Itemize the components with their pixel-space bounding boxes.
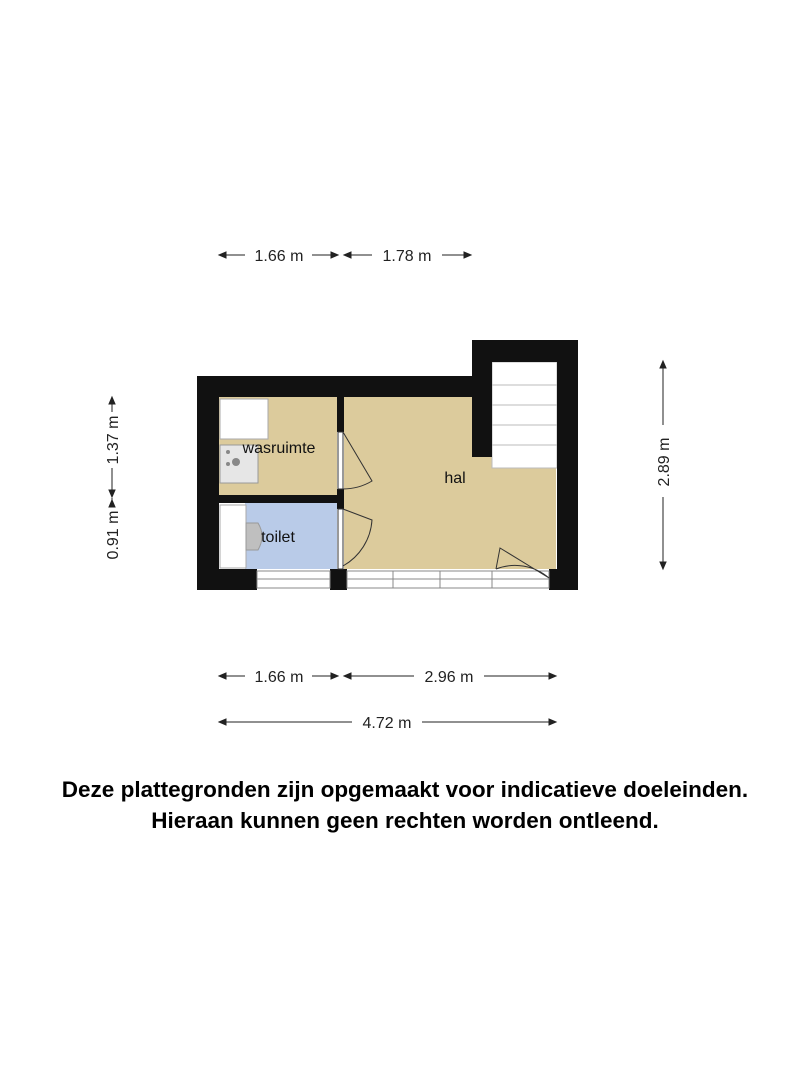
dim-left-lower: 0.91 m <box>105 510 122 560</box>
room-label-toilet: toilet <box>261 529 295 546</box>
dim-bottom-right: 2.96 m <box>424 669 474 686</box>
windows <box>257 571 549 588</box>
disclaimer-line-2: Hieraan kunnen geen rechten worden ontleend. <box>151 808 659 833</box>
dim-bottom-left: 1.66 m <box>254 669 304 686</box>
dim-left-upper: 1.37 m <box>105 415 122 465</box>
dim-top-right: 1.78 m <box>382 248 432 265</box>
room-label-hal: hal <box>444 470 466 487</box>
disclaimer <box>0 774 810 836</box>
dim-right: 2.89 m <box>656 437 673 487</box>
staircase <box>492 362 557 468</box>
dim-top-left: 1.66 m <box>254 248 304 265</box>
room-label-wasruimte: wasruimte <box>242 440 316 457</box>
disclaimer-line-1: Deze plattegronden zijn opgemaakt voor indicatieve doeleinden. <box>61 777 749 802</box>
dim-bottom-total: 4.72 m <box>362 715 412 732</box>
